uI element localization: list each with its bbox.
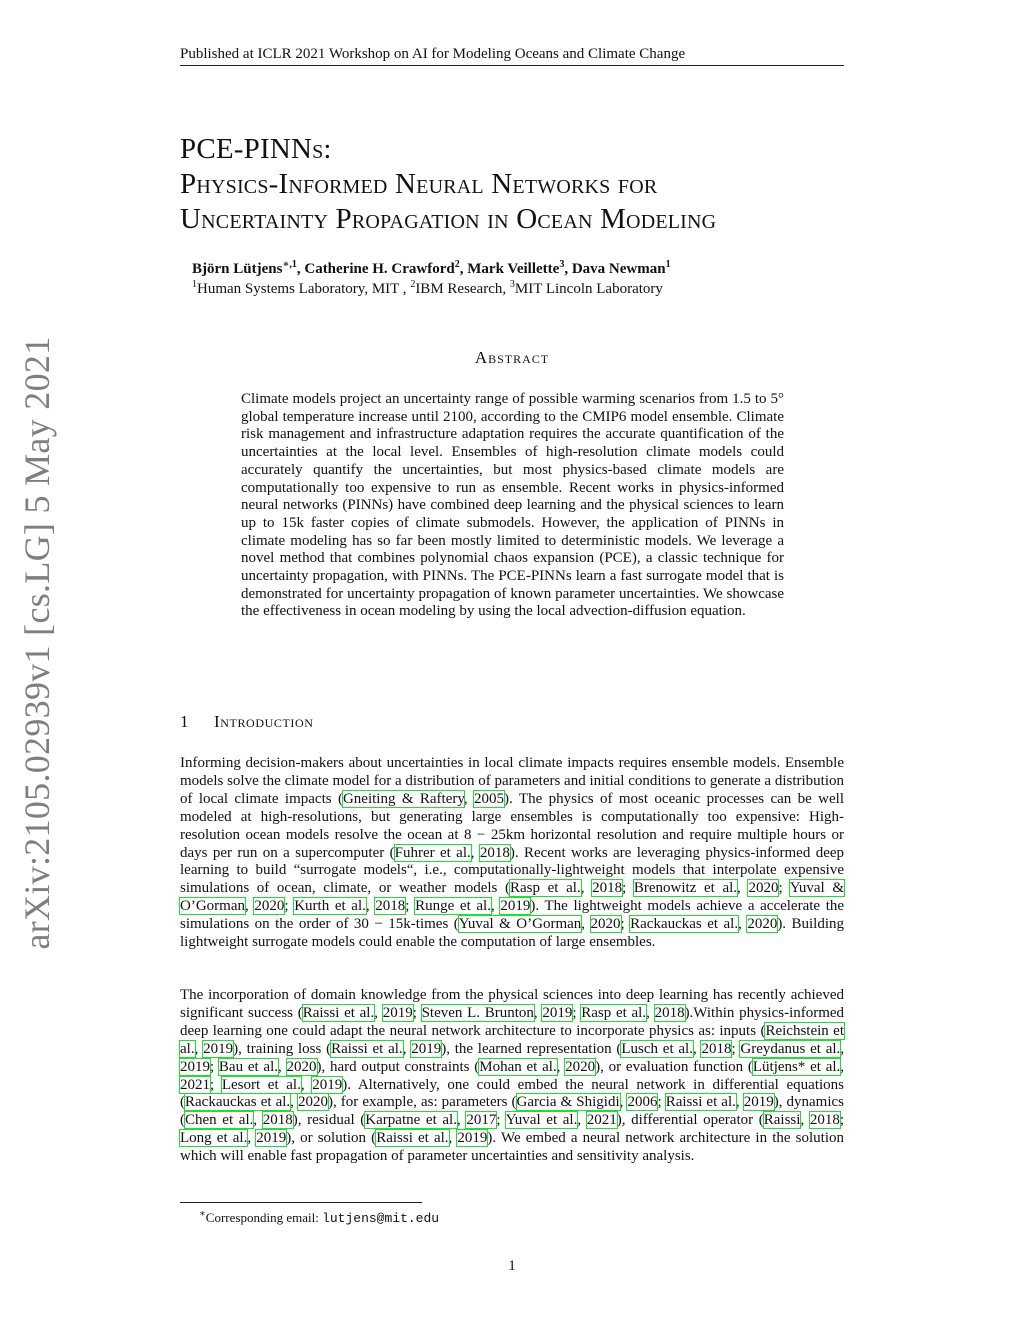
citation-link[interactable]: 2019	[382, 1004, 413, 1021]
corresponding-email[interactable]: lutjens@mit.edu	[322, 1211, 440, 1226]
citation-link[interactable]: 2020	[747, 916, 778, 933]
paragraph-text-run: ,	[490, 898, 501, 915]
paragraph-text-run: ,	[247, 1130, 257, 1147]
citation-link[interactable]: Raissi et al.	[665, 1094, 736, 1111]
paragraph-text-run: ;	[210, 1058, 219, 1075]
citation-link[interactable]: 2017	[466, 1112, 497, 1129]
citation-link[interactable]: 2019	[180, 1058, 210, 1075]
paragraph-text-run: ,	[619, 1094, 628, 1111]
paragraph-text-run: ,	[800, 1112, 810, 1129]
affil-3-sup: 3	[509, 279, 515, 290]
abstract-heading: Abstract	[474, 348, 550, 367]
citation-link[interactable]: Lütjens* et al.	[752, 1058, 841, 1075]
footnote-label: Corresponding email:	[205, 1210, 323, 1225]
citation-link[interactable]: Greydanus et al.	[740, 1040, 841, 1057]
paragraph-text-run: ;	[284, 898, 295, 915]
paragraph-text-run: ;	[210, 1076, 222, 1093]
citation-link[interactable]: 2020	[565, 1058, 596, 1075]
affil-2-sup: 2	[410, 279, 416, 290]
paragraph-text-run: ,	[738, 916, 748, 933]
arxiv-stamp[interactable]: arXiv:2105.02939v1 [cs.LG] 5 May 2021	[17, 336, 57, 950]
paper-title	[180, 132, 880, 237]
citation-link[interactable]: Brenowitz et al.	[633, 880, 738, 897]
paragraph-text-run: ,	[580, 880, 593, 897]
affiliations	[192, 280, 832, 299]
citation-link[interactable]: Raissi et al.	[302, 1004, 375, 1021]
citation-link[interactable]: 2019	[743, 1094, 774, 1111]
page-number: 1	[508, 1258, 516, 1274]
paragraph-text-run: ;	[405, 898, 416, 915]
author-3-sup: 3	[559, 259, 565, 270]
citation-link[interactable]: 2019	[256, 1130, 287, 1147]
citation-link[interactable]: 2020	[748, 880, 779, 897]
citation-link[interactable]: Kurth et al.	[294, 898, 366, 915]
paragraph-text-run: ), training loss (	[233, 1040, 332, 1057]
citation-link[interactable]: Yuval & O’Gorman	[458, 916, 582, 933]
paragraph-text-run: ). We embed a neural network architecture in the solution which will enable fast propagation of parameter uncertainties and sensitivity analysis.	[180, 1130, 845, 1165]
paragraph-text-run: ;	[731, 1040, 741, 1057]
citation-link[interactable]: Runge et al.	[415, 898, 491, 915]
citation-link[interactable]: Steven L. Brunton	[421, 1004, 534, 1021]
paragraph-text-run: ,	[402, 1040, 412, 1057]
paragraph-text-run: ,	[244, 898, 255, 915]
paragraph-text-run: ;	[778, 880, 790, 897]
citation-link[interactable]: 2019	[312, 1076, 343, 1093]
citation-link[interactable]: 2019	[500, 898, 531, 915]
paragraph-text-run: The incorporation of domain knowledge from the physical sciences into deep learning has recently achieved significant success (	[180, 987, 844, 1021]
paragraph-text-run: ,	[290, 1094, 298, 1111]
paragraph-text-run: ,	[646, 1004, 655, 1021]
header-rule	[180, 65, 844, 66]
paragraph-text-run: ;	[620, 916, 631, 933]
paragraph-text-run: ,	[365, 898, 376, 915]
citation-link[interactable]: Long et al.	[180, 1130, 248, 1147]
citation-link[interactable]: 2020	[286, 1058, 317, 1075]
citation-link[interactable]: 2020	[254, 898, 285, 915]
paragraph-text-run: ). Recent works are leveraging physics-informed deep learning to build “surrogate models“, i.e., computationally-lightweight models that interpolate expensive simulations of ocean, climate, or weather models (	[180, 844, 845, 897]
citation-link[interactable]: 2018	[701, 1040, 732, 1057]
paragraph-text-run: ;	[839, 1112, 845, 1129]
author-3: , Mark Veillette	[459, 261, 560, 277]
paragraph-text-run: ). Alternatively, one could embed the neural network in differential equations (	[180, 1076, 844, 1111]
citation-link[interactable]: Reichstein et al.	[180, 1022, 844, 1057]
intro-paragraph-1	[180, 755, 844, 952]
abstract-text: Climate models project an uncertainty range of possible warming scenarios from 1.5 to 5° global temperature increase until 2100, according to the CMIP6 model ensemble. Climate risk management and infrastructure adaptation requires the accurate quantification of the uncertainties at the local level. Ensembles of high-resolution climate models could accurately quantify the uncertainties, but most physics-based climate models are computationally too expensive to run as ensemble. Recent works in physics-informed neural networks (PINNs) have combined deep learning and the physical sciences to learn up to 15k faster copies of climate submodels. However, the application of PINNs in climate modeling has so far been mostly limited to deterministic models. We leverage a novel method that combines polynomial chaos expansion (PCE), a classic technique for uncertainty propagation, with PINNs. The PCE-PINNs learn a fast surrogate model that is demonstrated for uncertainty propagation of known parameter uncertainties. We showcase the effectiveness in ocean modeling by using the local advection-diffusion equation.	[241, 391, 784, 620]
citation-link[interactable]: Yuval & O’Gorman	[180, 880, 844, 915]
paragraph-text-run: ,	[737, 880, 749, 897]
citation-link[interactable]: Yuval et al.	[505, 1112, 578, 1129]
citation-link[interactable]: Chen et al.	[185, 1112, 254, 1129]
citation-link[interactable]: Rasp et al.	[581, 1004, 647, 1021]
paragraph-text-run: ,	[470, 844, 480, 861]
paragraph-text-run: ). The lightweight models achieve a accelerate the simulations on the order of 30 − 15k-times (	[180, 898, 845, 933]
citation-link[interactable]: 2021	[586, 1112, 617, 1129]
citation-link[interactable]: 2019	[203, 1040, 234, 1057]
paragraph-text-run: ,	[448, 1130, 458, 1147]
citation-link[interactable]: Rackauckas et al.	[630, 916, 739, 933]
paragraph-text-run: ), or solution (	[286, 1130, 377, 1147]
paragraph-text-run: ,	[463, 790, 475, 807]
citation-link[interactable]: Lusch et al.	[621, 1040, 693, 1057]
paragraph-text-run: ). Building lightweight surrogate models could enable the computation of large ensembles.	[180, 916, 845, 951]
citation-link[interactable]: Fuhrer et al.	[394, 844, 471, 861]
author-2-sup: 2	[454, 259, 460, 270]
footnote	[199, 1209, 699, 1227]
paragraph-text-run: ). The physics of most oceanic processes can be well modeled at high-resolutions, but generating large ensembles is computationally too expensive: High-resolution ocean models resolve the ocean at 8 − 25km horizontal resolution and require multiple hours or days per run on a supercomputer (	[180, 790, 845, 861]
citation-link[interactable]: 2020	[297, 1094, 328, 1111]
paragraph-text-run: ,	[300, 1076, 313, 1093]
author-4: , Dava Newman	[564, 261, 666, 277]
paragraph-text-run: ), residual (	[292, 1112, 366, 1129]
paragraph-text-run: ,	[577, 1112, 587, 1129]
paragraph-text-run: ), the learned representation (	[441, 1040, 622, 1057]
running-header: Published at ICLR 2021 Workshop on AI for Modeling Oceans and Climate Change	[180, 46, 686, 62]
paragraph-text-run: ;	[412, 1004, 422, 1021]
intro-paragraph-2	[180, 987, 844, 1166]
paragraph-text-run: ;	[572, 1004, 582, 1021]
citation-link[interactable]: 2018	[479, 844, 510, 861]
citation-link[interactable]: 2018	[654, 1004, 685, 1021]
paragraph-text-run: ,	[840, 1040, 845, 1057]
affil-2: IBM Research,	[415, 281, 510, 297]
paragraph-text-run: ,	[253, 1112, 263, 1129]
author-2: , Catherine H. Crawford	[296, 261, 455, 277]
affil-1: Human Systems Laboratory, MIT ,	[197, 281, 411, 297]
affil-3: MIT Lincoln Laboratory	[514, 281, 663, 297]
citation-link[interactable]: Gneiting & Raftery	[342, 790, 464, 807]
citation-link[interactable]: 2018	[262, 1112, 293, 1129]
paragraph-text-run: ), hard output constraints (	[316, 1058, 480, 1075]
citation-link[interactable]: 2019	[542, 1004, 573, 1021]
author-list	[192, 260, 832, 279]
paragraph-text-run: ,	[840, 1058, 845, 1075]
paragraph-text-run: ), or evaluation function (	[595, 1058, 753, 1075]
citation-link[interactable]: Mohan et al.	[479, 1058, 557, 1075]
paragraph-text-run: ;	[657, 1094, 666, 1111]
footnote-mark: ∗	[199, 1208, 206, 1220]
affil-1-sup: 1	[192, 279, 197, 290]
citation-link[interactable]: 2020	[590, 916, 621, 933]
citation-link[interactable]: 2018	[375, 898, 406, 915]
paragraph-text-run: ,	[581, 916, 591, 933]
citation-link[interactable]: Lesort et al.	[221, 1076, 301, 1093]
citation-link[interactable]: Rasp et al.	[510, 880, 581, 897]
paragraph-text-run: ,	[692, 1040, 702, 1057]
paragraph-text-run: ), dynamics (	[180, 1094, 844, 1129]
section-number: 1	[180, 712, 190, 731]
paragraph-text-run: ,	[735, 1094, 744, 1111]
paragraph-text-run: ;	[622, 880, 634, 897]
author-1-sup: ∗,1	[282, 259, 297, 270]
citation-link[interactable]: 2019	[411, 1040, 442, 1057]
paragraph-text-run: ,	[533, 1004, 543, 1021]
citation-link[interactable]: 2018	[809, 1112, 840, 1129]
citation-link[interactable]: Raissi	[763, 1112, 801, 1129]
citation-link[interactable]: 2021	[180, 1076, 210, 1093]
paragraph-text-run: Informing decision-makers about uncertainties in local climate impacts requires ensemble models. Ensemble models solve the climate model for a distribution of parameters and initial conditions to generate a distribution of local climate impacts (	[180, 755, 844, 807]
paragraph-text-run: ).Within physics-informed deep learning one could adapt the neural network architecture to incorporate physics as: inputs (	[180, 1004, 845, 1039]
title-line-3: Uncertainty Propagation in Ocean Modeling	[180, 203, 717, 235]
citation-link[interactable]: Raissi et al.	[331, 1040, 403, 1057]
citation-link[interactable]: 2018	[592, 880, 623, 897]
paragraph-text-run: ), differential operator (	[616, 1112, 764, 1129]
citation-link[interactable]: Karpatne et al.	[365, 1112, 457, 1129]
title-line-2: Physics-Informed Neural Networks for	[180, 168, 658, 200]
paragraph-text-run: ), for example, as: parameters (	[327, 1094, 517, 1111]
citation-link[interactable]: 2006	[627, 1094, 658, 1111]
author-4-sup: 1	[665, 259, 671, 270]
citation-link[interactable]: 2019	[457, 1130, 488, 1147]
paragraph-text-run: ;	[496, 1112, 506, 1129]
footnote-rule	[180, 1202, 422, 1203]
author-1: Björn Lütjens	[192, 261, 283, 277]
citation-link[interactable]: Bau et al.	[218, 1058, 278, 1075]
paragraph-text-run: ,	[194, 1040, 204, 1057]
citation-link[interactable]: 2005	[474, 790, 505, 807]
citation-link[interactable]: Garcia & Shigidi	[516, 1094, 620, 1111]
paragraph-text-run: ,	[456, 1112, 467, 1129]
paragraph-text-run: ,	[374, 1004, 383, 1021]
section-heading-introduction	[180, 712, 844, 732]
citation-link[interactable]: Raissi et al.	[376, 1130, 449, 1147]
section-title: Introduction	[214, 712, 314, 731]
citation-link[interactable]: Rackauckas et al.	[185, 1094, 291, 1111]
title-line-1: PCE-PINNs:	[180, 133, 332, 165]
paragraph-text-run: ,	[278, 1058, 287, 1075]
paragraph-text-run: ,	[556, 1058, 566, 1075]
